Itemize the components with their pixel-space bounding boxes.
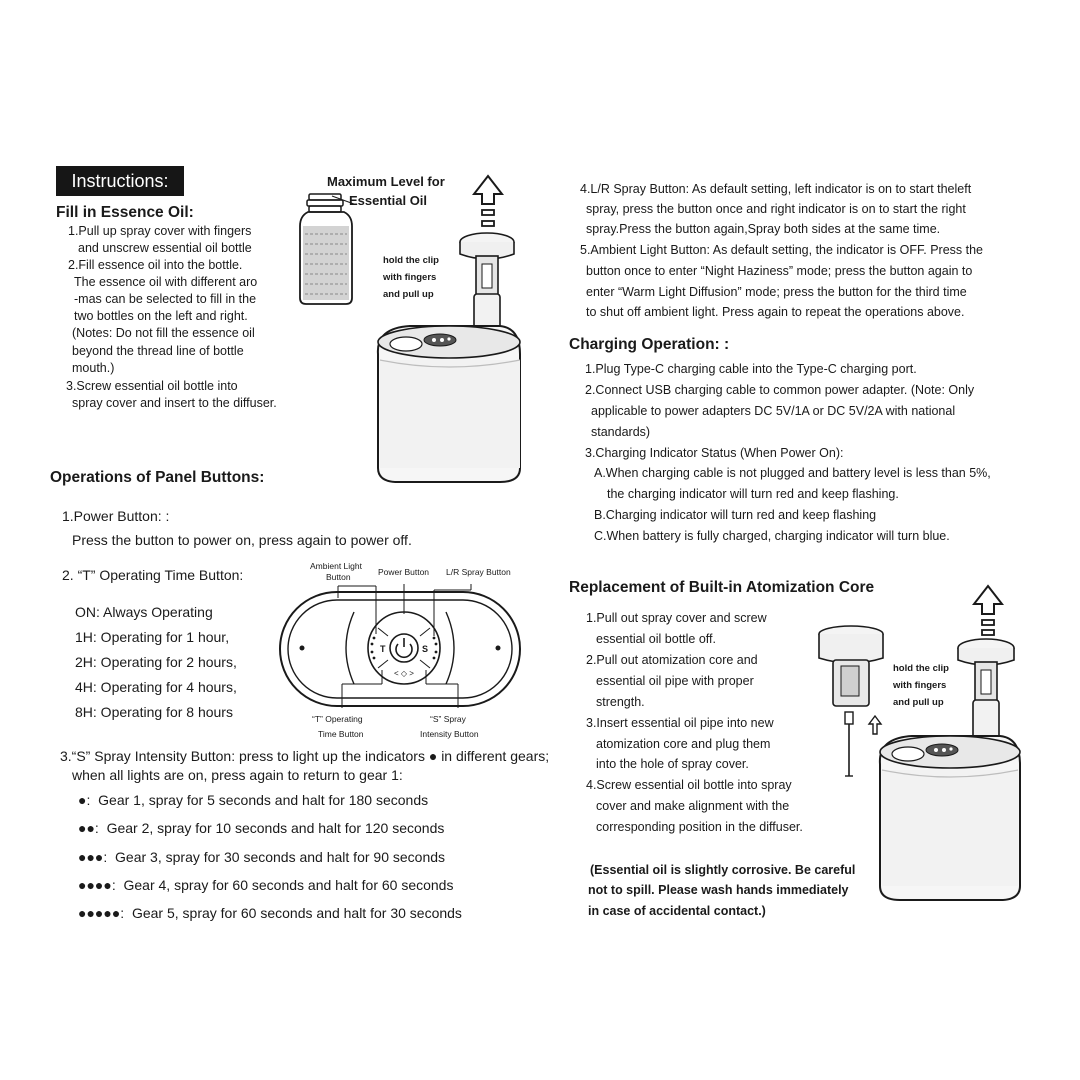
clip-label: with fingers [893,680,947,691]
time-option: 1H: Operating for 1 hour, [75,629,230,645]
gear-dots: ●●●: [78,849,108,865]
lr-line: 4.L/R Spray Button: As default setting, left indicator is on to start theleft [580,182,972,196]
ambient-line: 5.Ambient Light Button: As default setting, the indicator is OFF. Press the [580,243,983,257]
charging-line: 3.Charging Indicator Status (When Power On): [585,446,844,460]
pull-up-arrow-icon [972,584,1004,644]
fill-line: 1.Pull up spray cover with fingers [68,224,252,238]
warning-line: in case of accidental contact.) [588,904,766,918]
max-level-label: Essential Oil [349,193,428,208]
charging-line: 2.Connect USB charging cable to common power adapter. (Note: Only [585,383,975,397]
panel-diagram [276,580,526,716]
gear-row [78,850,445,864]
replace-line: essential oil bottle off. [596,632,716,646]
svg-text:T: T [380,644,386,654]
charging-line: 1.Plug Type-C charging cable into the Type-C charging port. [585,362,917,376]
fill-line: two bottles on the left and right. [74,309,248,323]
instructions-tag: Instructions: [56,166,184,196]
fill-line: beyond the thread line of bottle [72,344,244,358]
ambient-line: button once to enter “Night Haziness” mode; press the button again to [586,264,973,278]
svg-text:< ◇ >: < ◇ > [394,669,414,678]
replace-line: 3.Insert essential oil pipe into new [586,716,774,730]
fill-line: 2.Fill essence oil into the bottle. [68,258,243,272]
fill-line: and unscrew essential oil bottle [78,241,252,255]
time-option: 8H: Operating for 8 hours [75,704,233,720]
replace-line: essential oil pipe with proper [596,674,754,688]
oil-bottle-icon [296,192,368,308]
warning-line: not to spill. Please wash hands immediately [588,883,849,897]
gear-text: Gear 2, spray for 10 seconds and halt for 120 seconds [106,820,445,836]
gear-dots: ●●●●●: [78,905,125,921]
panel-label-s: Intensity Button [420,729,479,739]
fill-line: spray cover and insert to the diffuser. [72,396,277,410]
gear-row [78,821,444,835]
charging-line: A.When charging cable is not plugged and battery level is less than 5%, [594,466,991,480]
gear-row [78,878,453,892]
fill-line: -mas can be selected to fill in the [74,292,257,306]
clip-label: and pull up [893,697,944,708]
ambient-line: enter “Warm Light Diffusion” mode; press the button for the third time [586,285,967,299]
time-option: 2H: Operating for 2 hours, [75,654,237,670]
lr-line: spray, press the button once and right indicator is on to start the right [586,202,966,216]
fill-line: mouth.) [72,361,115,375]
power-title: 1.Power Button: : [62,508,170,524]
svg-text:S: S [422,644,429,654]
charging-line: B.Charging indicator will turn red and keep flashing [594,508,877,522]
fill-line: 3.Screw essential oil bottle into [66,379,238,393]
panel-label-power: Power Button [378,567,430,577]
time-option: ON: Always Operating [75,604,213,620]
panel-label-s: “S” Spray [430,714,466,724]
gear-dots: ●●●●: [78,877,116,893]
ambient-line: to shut off ambient light. Press again to repeat the operations above. [586,305,965,319]
panel-label-t: Time Button [318,729,364,739]
replace-line: corresponding position in the diffuser. [596,820,803,834]
charging-line: applicable to power adapters DC 5V/1A or DC 5V/2A with national [591,404,956,418]
spray-title: 3.“S” Spray Intensity Button: press to light up the indicators ● in different gears; [60,748,550,764]
clip-label: and pull up [383,289,434,300]
fill-line: The essence oil with different aro [74,275,258,289]
panel-label-lr: L/R Spray Button [446,567,511,577]
fill-line: (Notes: Do not fill the essence oil [72,326,255,340]
gear-dots: ●: [78,792,91,808]
charging-heading: Charging Operation: : [569,336,730,353]
warning-line: (Essential oil is slightly corrosive. Be careful [590,863,856,877]
power-desc: Press the button to power on, press again to power off. [72,532,412,548]
replace-line: atomization core and plug them [596,737,771,751]
charging-line: C.When battery is fully charged, charging indicator will turn blue. [594,529,950,543]
gear-row [78,906,462,920]
replace-line: 1.Pull out spray cover and screw [586,611,767,625]
replace-line: 4.Screw essential oil bottle into spray [586,778,792,792]
panel-label-ambient: Ambient Light [310,561,362,571]
panel-label-t: “T” Operating [312,714,363,724]
max-level-label: Maximum Level for [327,174,445,189]
charging-line: standards) [591,425,651,439]
fill-heading: Fill in Essence Oil: [56,204,194,221]
spray-title: when all lights are on, press again to return to gear 1: [72,767,403,783]
replace-line: cover and make alignment with the [596,799,790,813]
gear-row [78,793,428,807]
replace-line: 2.Pull out atomization core and [586,653,758,667]
replace-line: into the hole of spray cover. [596,757,749,771]
clip-label: hold the clip [893,663,949,674]
clip-label: with fingers [383,272,437,283]
diffuser-illustration [370,228,530,488]
replace-line: strength. [596,695,645,709]
time-title: 2. “T” Operating Time Button: [62,567,244,583]
lr-line: spray.Press the button again,Spray both sides at the same time. [586,222,941,236]
gear-dots: ●●: [78,820,99,836]
ops-heading: Operations of Panel Buttons: [50,469,265,486]
diffuser-illustration [872,636,1032,906]
gear-text: Gear 4, spray for 60 seconds and halt for 60 seconds [123,877,454,893]
gear-text: Gear 1, spray for 5 seconds and halt for 180 seconds [98,792,429,808]
panel-label-ambient: Button [326,572,351,582]
time-option: 4H: Operating for 4 hours, [75,679,237,695]
gear-text: Gear 3, spray for 30 seconds and halt for 90 seconds [115,849,446,865]
charging-line: the charging indicator will turn red and keep flashing. [607,487,899,501]
gear-text: Gear 5, spray for 60 seconds and halt for 30 seconds [131,905,462,921]
replace-heading: Replacement of Built-in Atomization Core [569,579,875,596]
pull-up-arrow-icon [472,174,504,236]
clip-label: hold the clip [383,255,439,266]
